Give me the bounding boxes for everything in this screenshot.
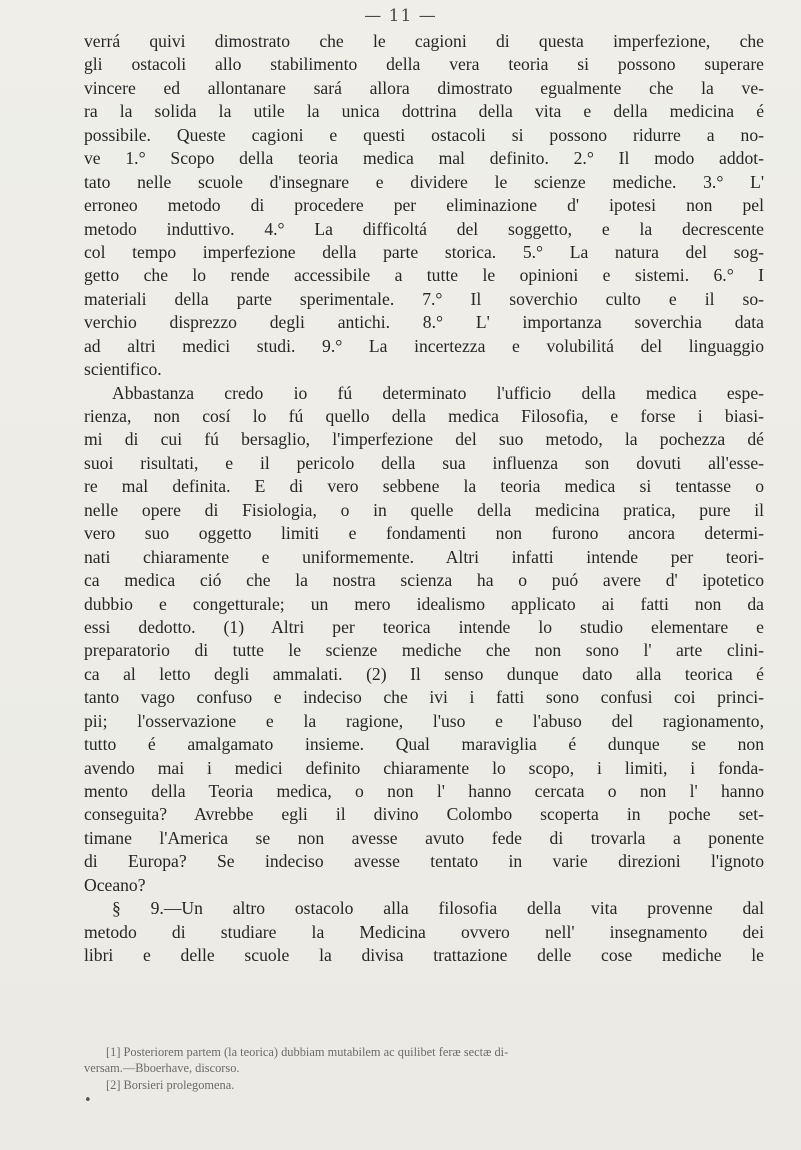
- section-start-line: § 9.—Un altro ostacolo alla filosofia della vita provenne dal: [112, 898, 764, 919]
- text-line: di Europa? Se indeciso avesse tentato in varie direzioni l'ignoto: [84, 851, 764, 872]
- footnotes: [84, 1044, 764, 1093]
- text-line: libri e delle scuole la divisa trattazione delle cose mediche le: [84, 945, 764, 966]
- text-line: vero suo oggetto limiti e fondamenti non furono ancora determi-: [84, 523, 764, 544]
- text-line: getto che lo rende accessibile a tutte le opinioni e sistemi. 6.° I: [84, 265, 764, 286]
- text-line: tato nelle scuole d'insegnare e dividere le scienze mediche. 3.° L': [84, 171, 764, 192]
- text-line: materiali della parte sperimentale. 7.° Il soverchio culto e il so-: [84, 288, 764, 309]
- text-line: nati chiaramente e uniformemente. Altri infatti intende per teori-: [84, 546, 764, 567]
- text-line: mi di cui fú bersaglio, l'imperfezione del suo metodo, la pochezza dé: [84, 429, 764, 450]
- text-line: ve 1.° Scopo della teoria medica mal definito. 2.° Il modo addot-: [84, 148, 764, 169]
- text-line: ra la solida la utile la unica dottrina della vita e della medicina é: [84, 101, 764, 122]
- text-line: verchio disprezzo degli antichi. 8.° L' importanza soverchia data: [84, 312, 764, 333]
- text-line: re mal definita. E di vero sebbene la teoria medica si tentasse o: [84, 476, 764, 497]
- stray-mark: •: [84, 1093, 92, 1108]
- body-text: [84, 30, 764, 968]
- text-line: preparatorio di tutte le scienze mediche che non sono l' arte clini-: [84, 640, 764, 661]
- text-line: nelle opere di Fisiologia, o in quelle della medicina pratica, pure il: [84, 499, 764, 520]
- text-line: metodo induttivo. 4.° La difficoltá del soggetto, e la decrescente: [84, 218, 764, 239]
- text-line: tutto é amalgamato insieme. Qual maraviglia é dunque se non: [84, 734, 764, 755]
- text-line: gli ostacoli allo stabilimento della vera teoria si possono superare: [84, 54, 764, 75]
- text-line: suoi risultati, e il pericolo della sua influenza son dovuti all'esse-: [84, 452, 764, 473]
- text-line: tanto vago confuso e indeciso che ivi i fatti sono confusi coi princi-: [84, 687, 764, 708]
- footnote-2: [2] Borsieri prolegomena.: [106, 1077, 235, 1092]
- footnote-1: [1] Posteriorem partem (la teorica) dubbiam mutabilem ac quilibet feræ sectæ di-: [106, 1045, 509, 1059]
- text-line: ca medica ció che la nostra scienza ha o puó avere d' ipotetico: [84, 570, 764, 591]
- text-line: timane l'America se non avesse avuto fede di trovarla a ponente: [84, 827, 764, 848]
- text-line: dubbio e congetturale; un mero idealismo applicato ai fatti non da: [84, 593, 764, 614]
- paragraph-start-line: Abbastanza credo io fú determinato l'ufficio della medica espe-: [112, 382, 764, 403]
- text-line: pii; l'osservazione e la ragione, l'uso e l'abuso del ragionamento,: [84, 710, 764, 731]
- footnote-1-continuation: versam.—Bboerhave, discorso.: [84, 1061, 240, 1076]
- text-line: rienza, non cosí lo fú quello della medica Filosofia, e forse i biasi-: [84, 406, 764, 426]
- text-line: conseguita? Avrebbe egli il divino Colombo scoperta in poche set-: [84, 804, 764, 825]
- text-line: mento della Teoria medica, o non l' hanno cercata o non l' hanno: [84, 781, 764, 801]
- text-line: verrá quivi dimostrato che le cagioni di questa imperfezione, che: [84, 31, 764, 51]
- text-line: ca al letto degli ammalati. (2) Il senso dunque dato alla teorica é: [84, 663, 764, 684]
- page-number: — 11 —: [364, 6, 437, 26]
- text-line: ad altri medici studi. 9.° La incertezza e volubilitá del linguaggio: [84, 335, 764, 356]
- paragraph-end-line: scientifico.: [84, 359, 162, 380]
- text-line: metodo di studiare la Medicina ovvero nell' insegnamento dei: [84, 921, 764, 942]
- text-line: vincere ed allontanare sará allora dimostrato egualmente che la ve-: [84, 77, 764, 98]
- text-line: essi dedotto. (1) Altri per teorica intende lo studio elementare e: [84, 616, 764, 637]
- text-line: avendo mai i medici definito chiaramente lo scopo, i limiti, i fonda-: [84, 757, 764, 778]
- paragraph-end-line: Oceano?: [84, 874, 146, 895]
- text-line: col tempo imperfezione della parte storica. 5.° La natura del sog-: [84, 241, 764, 262]
- text-line: possibile. Queste cagioni e questi ostacoli si possono ridurre a no-: [84, 124, 764, 145]
- text-line: erroneo metodo di procedere per eliminazione d' ipotesi non pel: [84, 195, 764, 216]
